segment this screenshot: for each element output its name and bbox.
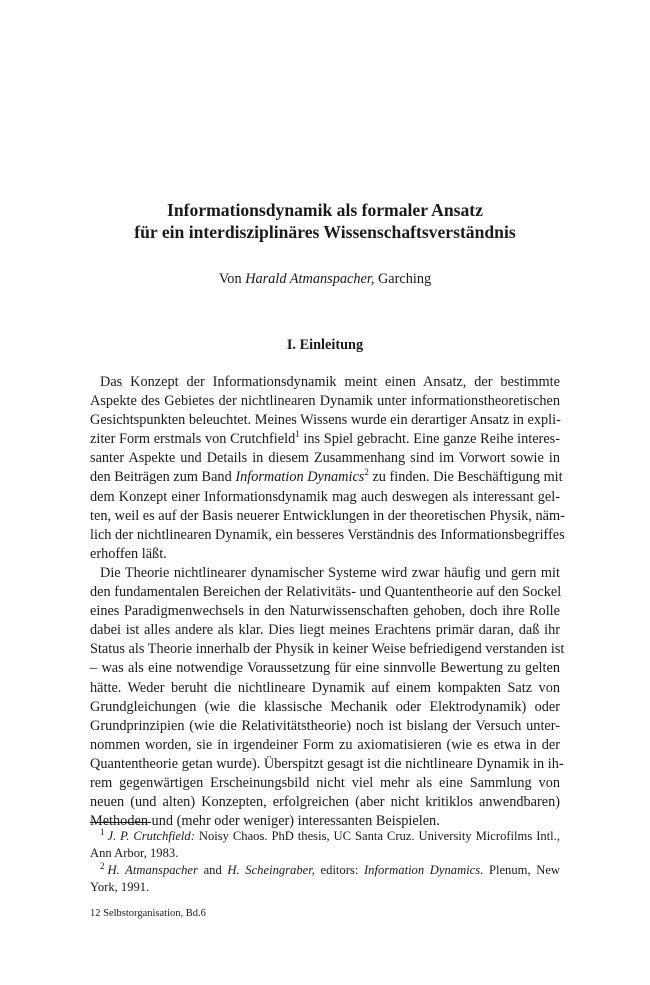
author-name: Harald Atmanspacher, — [245, 271, 375, 287]
book-title: Information Dynamics — [235, 469, 365, 486]
text-line: ten, weil es auf der Basis neuerer Entwicklungen in der theoretischen Physik, näm- — [90, 507, 565, 524]
text-segment: den Beiträgen zum Band — [90, 469, 236, 486]
text-line: – was als eine notwendige Voraussetzung für eine sinnvolle Bewertung zu gelten — [90, 660, 560, 677]
text-line: hätte. Weder beruht die nichtlineare Dynamik auf einem kompakten Satz von — [90, 679, 560, 696]
text-line: Gesichtspunkten beleuchtet. Meines Wissens wurde ein derartiger Ansatz in expli- — [90, 412, 561, 429]
text-line: Methoden und (mehr oder weniger) interessanten Beispielen. — [90, 813, 440, 830]
text-line: erhoffen läßt. — [90, 545, 167, 562]
author-place: Garching — [374, 271, 432, 287]
text-line: Grundgleichungen (wie die klassische Mechanik oder Elektrodynamik) oder — [90, 698, 560, 715]
footnote-text: Noisy Chaos. PhD thesis, UC Santa Cruz. University Microfilms Intl., — [194, 829, 560, 843]
footnote-1 — [90, 828, 560, 845]
footnote-ref-2: 2 — [364, 467, 369, 478]
footnote-mark: 2 — [100, 860, 105, 871]
text-line: neuen (und alten) Konzepten, erfolgreichen (aber nicht kritiklos anwendbaren) — [90, 794, 560, 811]
footnote-1-cont: Ann Arbor, 1983. — [90, 846, 179, 860]
footnotes — [90, 828, 560, 896]
page-footer: 12 Selbstorganisation, Bd.6 — [90, 908, 206, 919]
text-line: Die Theorie nichtlinearer dynamischer Systeme wird zwar häufig und gern mit — [100, 564, 560, 581]
text-line: Quantentheorie getan wurde). Überspitzt gesagt ist die nichtlineare Dynamik in ih- — [90, 755, 564, 772]
footnote-2-cont: York, 1991. — [90, 880, 150, 894]
footnote-mark: 1 — [100, 826, 105, 837]
footnote-text: editors: — [314, 863, 364, 877]
footnote-author: H. Atmanspacher — [107, 863, 198, 877]
text-line: dem Konzept einer Informationsdynamik mag auch deswegen als interessant gel- — [90, 488, 560, 505]
footnote-divider — [90, 822, 151, 823]
text-line: lich der nichtlinearen Dynamik, ein besseres Verständnis des Informationsbegriffes — [90, 526, 565, 543]
text-segment: zu finden. Die Beschäftigung mit — [368, 469, 563, 486]
body-text — [90, 373, 565, 831]
text-line: nommen worden, sie in irgendeiner Form zu axiomatisieren (wie es etwa in der — [90, 736, 560, 753]
text-line: rem gegenwärtigen Erscheinungsbild nicht viel mehr als eine Sammlung von — [90, 774, 560, 791]
article-title — [0, 199, 650, 243]
text-segment: ins Spiel gebracht. Eine ganze Reihe interes- — [299, 431, 560, 448]
footnote-text: . Plenum, New — [480, 863, 561, 877]
footnote-author: J. P. Crutchfield: — [107, 829, 195, 843]
title-line-2: für ein interdisziplinäres Wissenschaftsverständnis — [134, 222, 516, 242]
section-heading: I. Einleitung — [286, 337, 364, 353]
text-line: dabei ist alles andere als klar. Dies liegt meines Erachtens primär daran, daß ihr — [90, 622, 560, 639]
text-line: Aspekte des Gebietes der nichtlinearen Dynamik unter informationstheoretischen — [90, 393, 560, 410]
footnote-ref-1: 1 — [295, 429, 300, 440]
text-line: Grundprinzipien (wie die Relativitätstheorie) noch ist bislang der Versuch unter- — [90, 717, 560, 734]
text-segment: ziter Form erstmals von Crutchfield — [90, 431, 296, 448]
text-line — [90, 467, 563, 487]
title-line-1: Informationsdynamik als formaler Ansatz — [167, 200, 483, 220]
footnote-book-title: Information Dynamics — [363, 863, 481, 877]
text-line: Status als Theorie innerhalb der Physik in keiner Weise befriedigend verstanden ist — [90, 641, 565, 658]
footnote-text: and — [197, 863, 228, 877]
author-byline — [0, 270, 650, 288]
text-line: santer Aspekte und Details in diesem Zusammenhang sind im Vorwort sowie in — [90, 450, 560, 467]
footnote-2 — [90, 862, 560, 879]
text-line: Das Konzept der Informationsdynamik meint einen Ansatz, der bestimmte — [100, 374, 560, 390]
footnote-author: H. Scheingraber, — [227, 863, 315, 877]
text-line: den fundamentalen Bereichen der Relativitäts- und Quantentheorie auf den Sockel — [90, 584, 562, 601]
text-line: eines Paradigmenwechsels in den Naturwissenschaften gehoben, doch ihre Rolle — [90, 603, 560, 620]
byline-prefix: Von — [218, 271, 246, 287]
text-line — [90, 430, 560, 449]
